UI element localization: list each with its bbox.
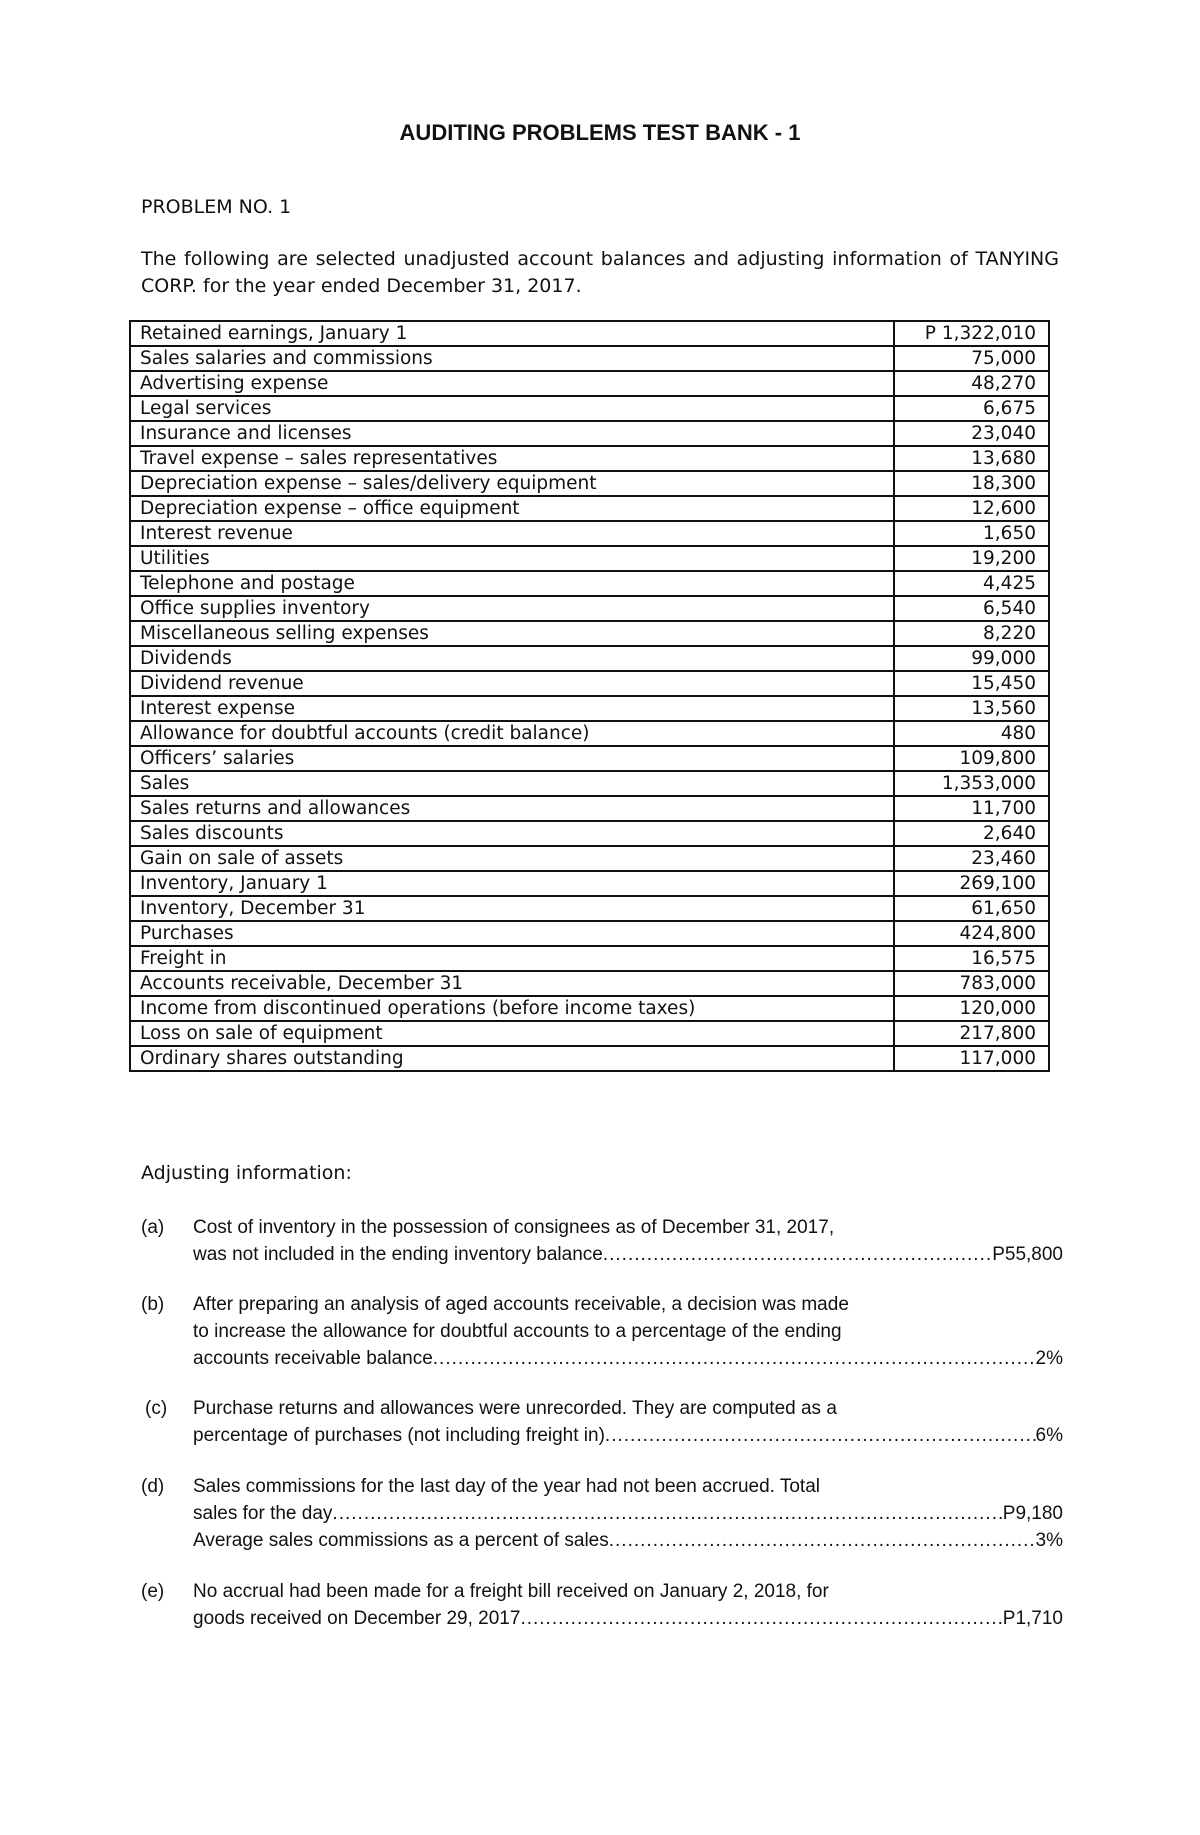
account-amount-cell: 75,000 — [894, 346, 1049, 371]
adjustment-text: was not included in the ending inventory balance — [193, 1244, 603, 1265]
adjustment-letter: (e) — [141, 1581, 165, 1602]
table-row — [130, 521, 1049, 546]
account-name-cell: Miscellaneous selling expenses — [130, 621, 894, 646]
table-row — [130, 846, 1049, 871]
account-amount-cell: 15,450 — [894, 671, 1049, 696]
adjustment-value: 6% — [1035, 1425, 1063, 1446]
page-title: AUDITING PROBLEMS TEST BANK - 1 — [399, 120, 801, 145]
account-amount-cell: 1,353,000 — [894, 771, 1049, 796]
adjustment-letter: (c) — [145, 1398, 168, 1419]
table-row — [130, 371, 1049, 396]
account-name-cell: Sales salaries and commissions — [130, 346, 894, 371]
account-amount-cell: 2,640 — [894, 821, 1049, 846]
table-row — [130, 571, 1049, 596]
account-balances-body — [130, 321, 1049, 1071]
account-amount-cell: 8,220 — [894, 621, 1049, 646]
adjustment-text: accounts receivable balance — [193, 1348, 433, 1369]
account-name-cell: Sales — [130, 771, 894, 796]
adjustment-text: Average sales commissions as a percent of sales — [193, 1530, 609, 1551]
adjustment-text: After preparing an analysis of aged accounts receivable, a decision was made — [193, 1294, 849, 1315]
adjustment-text: to increase the allowance for doubtful accounts to a percentage of the ending — [193, 1321, 842, 1342]
account-amount-cell: 424,800 — [894, 921, 1049, 946]
account-name-cell: Legal services — [130, 396, 894, 421]
account-name-cell: Travel expense – sales representatives — [130, 446, 894, 471]
table-row — [130, 746, 1049, 771]
account-amount-cell: 11,700 — [894, 796, 1049, 821]
account-name-cell: Loss on sale of equipment — [130, 1021, 894, 1046]
adjustment-text: No accrual had been made for a freight bill received on January 2, 2018, for — [193, 1581, 829, 1602]
dot-leader — [433, 1345, 1036, 1372]
account-amount-cell: P 1,322,010 — [894, 321, 1049, 346]
account-amount-cell: 783,000 — [894, 971, 1049, 996]
table-row — [130, 971, 1049, 996]
account-name-cell: Utilities — [130, 546, 894, 571]
table-row — [130, 321, 1049, 346]
account-amount-cell: 13,680 — [894, 446, 1049, 471]
adjustment-value: P55,800 — [992, 1244, 1063, 1265]
account-name-cell: Officers’ salaries — [130, 746, 894, 771]
account-amount-cell: 61,650 — [894, 896, 1049, 921]
account-name-cell: Purchases — [130, 921, 894, 946]
adjustment-leader-line — [193, 1345, 1063, 1372]
account-amount-cell: 23,040 — [894, 421, 1049, 446]
account-name-cell: Inventory, December 31 — [130, 896, 894, 921]
account-amount-cell: 99,000 — [894, 646, 1049, 671]
table-row — [130, 921, 1049, 946]
account-amount-cell: 23,460 — [894, 846, 1049, 871]
table-row — [130, 821, 1049, 846]
dot-leader — [609, 1527, 1036, 1554]
adjustment-a — [141, 1214, 1063, 1268]
account-name-cell: Sales returns and allowances — [130, 796, 894, 821]
adjustment-d — [141, 1473, 1063, 1554]
adjustment-leader-line — [193, 1605, 1063, 1632]
table-row — [130, 646, 1049, 671]
table-row — [130, 871, 1049, 896]
table-row — [130, 396, 1049, 421]
table-row — [130, 621, 1049, 646]
table-row — [130, 671, 1049, 696]
account-name-cell: Accounts receivable, December 31 — [130, 971, 894, 996]
account-amount-cell: 12,600 — [894, 496, 1049, 521]
account-amount-cell: 269,100 — [894, 871, 1049, 896]
table-row — [130, 471, 1049, 496]
adjustment-text: goods received on December 29, 2017 — [193, 1608, 521, 1629]
account-amount-cell: 120,000 — [894, 996, 1049, 1021]
account-name-cell: Advertising expense — [130, 371, 894, 396]
table-row — [130, 946, 1049, 971]
account-name-cell: Dividends — [130, 646, 894, 671]
account-amount-cell: 117,000 — [894, 1046, 1049, 1071]
adjustment-text: Sales commissions for the last day of the year had not been accrued. Total — [193, 1476, 820, 1497]
account-name-cell: Inventory, January 1 — [130, 871, 894, 896]
adjustment-text: percentage of purchases (not including freight in) — [193, 1425, 605, 1446]
adjustment-leader-line — [193, 1241, 1063, 1268]
table-row — [130, 896, 1049, 921]
adjustment-text: sales for the day — [193, 1503, 333, 1524]
account-amount-cell: 4,425 — [894, 571, 1049, 596]
adjustment-c — [141, 1395, 1063, 1449]
account-amount-cell: 217,800 — [894, 1021, 1049, 1046]
adjustment-b — [141, 1291, 1063, 1372]
problem-number: PROBLEM NO. 1 — [141, 196, 292, 218]
account-name-cell: Gain on sale of assets — [130, 846, 894, 871]
table-row — [130, 446, 1049, 471]
account-amount-cell: 6,675 — [894, 396, 1049, 421]
table-row — [130, 796, 1049, 821]
account-amount-cell: 13,560 — [894, 696, 1049, 721]
dot-leader — [520, 1605, 1002, 1632]
adjustment-e — [141, 1578, 1063, 1632]
account-amount-cell: 48,270 — [894, 371, 1049, 396]
intro-paragraph: The following are selected unadjusted account balances and adjusting information of TANYING CORP. for the year ended December 31, 2017. — [141, 248, 1059, 297]
adjustment-leader-line — [193, 1500, 1063, 1527]
account-amount-cell: 6,540 — [894, 596, 1049, 621]
adjustment-value: 2% — [1035, 1348, 1063, 1369]
account-name-cell: Insurance and licenses — [130, 421, 894, 446]
dot-leader — [332, 1500, 1002, 1527]
account-amount-cell: 18,300 — [894, 471, 1049, 496]
adjustment-value: P1,710 — [1002, 1608, 1063, 1629]
account-name-cell: Dividend revenue — [130, 671, 894, 696]
table-row — [130, 346, 1049, 371]
account-name-cell: Retained earnings, January 1 — [130, 321, 894, 346]
account-name-cell: Income from discontinued operations (before income taxes) — [130, 996, 894, 1021]
table-row — [130, 771, 1049, 796]
adjustment-letter: (d) — [141, 1476, 165, 1497]
table-row — [130, 1021, 1049, 1046]
account-name-cell: Allowance for doubtful accounts (credit balance) — [130, 721, 894, 746]
adjustment-value: P9,180 — [1002, 1503, 1063, 1524]
adjustment-letter: (b) — [141, 1294, 165, 1315]
dot-leader — [603, 1241, 992, 1268]
account-amount-cell: 480 — [894, 721, 1049, 746]
account-name-cell: Freight in — [130, 946, 894, 971]
adjustment-value: 3% — [1035, 1530, 1063, 1551]
table-row — [130, 1046, 1049, 1071]
table-row — [130, 721, 1049, 746]
account-balances-table — [129, 320, 1050, 1072]
adjustment-letter: (a) — [141, 1217, 165, 1238]
account-name-cell: Office supplies inventory — [130, 596, 894, 621]
account-name-cell: Interest expense — [130, 696, 894, 721]
account-amount-cell: 109,800 — [894, 746, 1049, 771]
dot-leader — [605, 1422, 1036, 1449]
account-name-cell: Sales discounts — [130, 821, 894, 846]
table-row — [130, 546, 1049, 571]
adjustment-text: Purchase returns and allowances were unrecorded. They are computed as a — [193, 1398, 837, 1419]
adjustment-text: Cost of inventory in the possession of consignees as of December 31, 2017, — [193, 1217, 835, 1238]
table-row — [130, 496, 1049, 521]
table-row — [130, 996, 1049, 1021]
account-name-cell: Ordinary shares outstanding — [130, 1046, 894, 1071]
account-name-cell: Depreciation expense – office equipment — [130, 496, 894, 521]
account-amount-cell: 19,200 — [894, 546, 1049, 571]
adjusting-heading: Adjusting information: — [141, 1162, 352, 1184]
table-row — [130, 596, 1049, 621]
table-row — [130, 421, 1049, 446]
table-row — [130, 696, 1049, 721]
account-name-cell: Depreciation expense – sales/delivery equipment — [130, 471, 894, 496]
adjustment-leader-line — [193, 1422, 1063, 1449]
account-name-cell: Interest revenue — [130, 521, 894, 546]
account-amount-cell: 1,650 — [894, 521, 1049, 546]
adjustment-leader-line — [193, 1527, 1063, 1554]
account-amount-cell: 16,575 — [894, 946, 1049, 971]
account-name-cell: Telephone and postage — [130, 571, 894, 596]
